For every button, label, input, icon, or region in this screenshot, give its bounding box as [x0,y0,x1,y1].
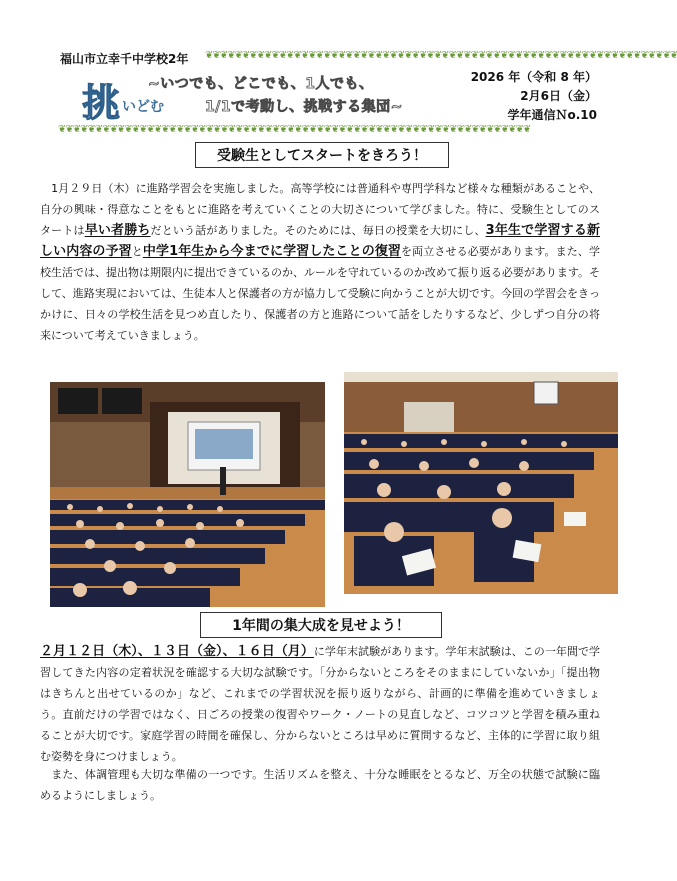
issue-date: 2月6日（金） [520,89,597,103]
issue-info [471,68,597,125]
title-logo: 挑 [82,80,121,125]
section-heading-exam-start: 受験生としてスタートをきろう！ [195,142,449,168]
students-seated-illustration [344,372,618,594]
gym-presentation-illustration [50,382,325,607]
section-paragraph-career-study [40,178,600,346]
school-name: 福山市立幸千中学校2年 [60,52,189,66]
title-logo-reading: いどむ [122,99,164,115]
section-paragraph-final-exam [40,641,600,767]
text-run: を両立させる必要があります。また、学校生活では、提出物は期限内に提出できているのか、ルールを守れているのか改めて振り返る必要があります。そして、進路実現においては、生徒本人と保護者の方が協力して受験に向かうことが大切です。今回の学習会をきっかけに、日々の学校生活を見つめ直したり、保護者の方と進路について話をしたりするなど、少しずつ自分の将来について考えていきましょう。 [40,245,600,342]
issue-year: 2026 年（令和 8 年） [470,70,597,84]
emphasis-exam-dates: ２月１２日（木）、１３日（金）、１６日（月） [40,644,314,659]
text-run: 1月２９日（木）に進路学習会を実施しました。高等学校には普通科や専門学科など様々な種類があることや、自分の興味・得意なことをもとに進路を考えていくことの大切さについて学びました。特に、受験生としてのスタートは [40,182,600,237]
emphasis-preview: 3年生で学習する新しい内容の予習 [40,223,601,259]
section-heading-final-exam: 1年間の集大成を見せよう！ [200,612,442,638]
section-paragraph-health: また、体調管理も大切な準備の一つです。生活リズムを整え、十分な睡眠をとるなど、万全の状態で試験に臨めるようにしましょう。 [40,768,600,802]
photo-gym-presentation [50,382,325,607]
leaf-border-bottom: ❦❦❦❦❦❦❦❦❦❦❦❦❦❦❦❦❦❦❦❦❦❦❦❦❦❦❦❦❦❦❦❦❦❦❦❦❦❦❦❦❦❦❦❦❦❦❦❦❦❦❦❦❦❦❦❦❦❦❦❦❦❦❦❦ [58,124,531,135]
photo-students-seated [344,372,618,594]
text-run: と [131,245,143,258]
motto-line-1: ~いつでも、どこでも、1人でも、 [148,76,374,92]
text-run: だという話がありました。そのためには、毎日の授業を大切にし、 [150,224,486,237]
emphasis-review: 中学1年生から今までに学習したことの復習 [142,244,402,259]
emphasis-first-come: 早い者勝ち [84,223,151,238]
motto-line-2: 1/1で考動し、挑戦する集団~ [205,99,403,115]
issue-number: 学年通信Ｎo.10 [507,108,597,122]
leaf-border-top: ❦❦❦❦❦❦❦❦❦❦❦❦❦❦❦❦❦❦❦❦❦❦❦❦❦❦❦❦❦❦❦❦❦❦❦❦❦❦❦❦❦❦❦❦❦❦❦❦❦❦❦❦❦❦❦❦❦❦❦❦❦❦❦❦ [205,50,677,61]
text-run: に学年末試験があります。学年末試験は、この一年間で学習してきた内容の定着状況を確認する大切な試験です。「分からないところをそのままにしていないか」「提出物はきちんと出せているのか」など、これまでの学習状況を振り返りながら、計画的に準備を進めていきましょう。直前だけの学習ではなく、日ごろの授業の復習やワーク・ノートの見直しなど、コツコツと学習を積み重ねることが大切です。家庭学習の時間を確保し、分からないところは早めに質問するなど、主体的に学習に取り組む姿勢を身につけましょう。 [40,645,600,763]
